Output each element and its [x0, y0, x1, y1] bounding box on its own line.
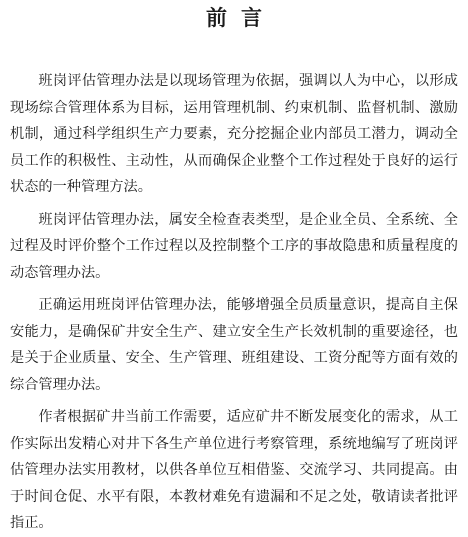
paragraph-4: 作者根据矿井当前工作需要，适应矿井不断发展变化的需求，从工作实际出发精心对井下各生产单位进行考察管理，系统地编写了班岗评估管理办法实用教材，以供各单位互相借鉴、交流学习、共同提高。由于时间仓促、水平有限，本教材难免有遗漏和不足之处，敬请读者批评指正。 [10, 409, 458, 531]
page-title: 前言 [206, 6, 276, 30]
paragraph-1: 班岗评估管理办法是以现场管理为依据，强调以人为中心，以形成现场综合管理体系为目标，运用管理机制、约束机制、监督机制、激励机制，通过科学组织生产力要素，充分挖掘企业内部员工潜力，调动全员工作的积极性、主动性，从而确保企业整个工作过程处于良好的运行状态的一种管理方法。 [10, 73, 458, 195]
paragraph-3: 正确运用班岗评估管理办法，能够增强全员质量意识，提高自主保安能力，是确保矿井安全生产、建立安全生产长效机制的重要途径，也是关于企业质量、安全、生产管理、班组建设、工资分配等方面有效的综合管理办法。 [10, 297, 458, 393]
paragraph-2: 班岗评估管理办法，属安全检查表类型，是企业全员、全系统、全过程及时评价整个工作过程以及控制整个工序的事故隐患和质量程度的动态管理办法。 [10, 211, 458, 281]
